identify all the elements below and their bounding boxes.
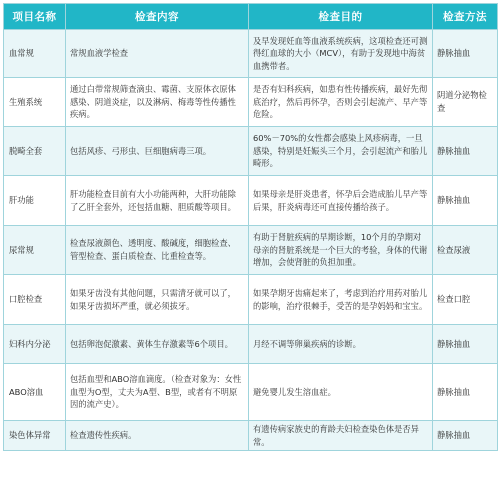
table-row <box>4 176 498 226</box>
table-header-row <box>4 4 498 30</box>
method-cell: 静脉抽血 <box>433 127 498 176</box>
method-cell: 静脉抽血 <box>433 325 498 364</box>
item-name-cell: 生殖系统 <box>4 78 66 127</box>
item-name-cell: 尿常规 <box>4 226 66 275</box>
purpose-cell: 有助于肾脏疾病的早期诊断，10个月的孕期对母亲的肾脏系统是一个巨大的考验，身体的代谢增加，会使肾脏的负担加重。 <box>249 226 433 275</box>
table-row <box>4 325 498 364</box>
content-cell: 包括血型和ABO溶血滴度。（检查对象为：女性血型为O型，丈夫为A型、B型，或者有不明原因的流产史）。 <box>66 364 249 421</box>
item-name-cell: ABO溶血 <box>4 364 66 421</box>
item-name-cell: 妇科内分泌 <box>4 325 66 364</box>
purpose-cell: 如果孕期牙齿痛起来了，考虑到治疗用药对胎儿的影响，治疗很棘手，受苦的是孕妈妈和宝宝。 <box>249 275 433 325</box>
table-row <box>4 78 498 127</box>
purpose-cell: 月经不调等卵巢疾病的诊断。 <box>249 325 433 364</box>
content-cell: 肝功能检查目前有大小功能两种，大肝功能除了乙肝全套外，还包括血糖、胆质酸等项目。 <box>66 176 249 226</box>
method-cell: 检查尿液 <box>433 226 498 275</box>
method-cell: 阴道分泌物检查 <box>433 78 498 127</box>
header-item-name: 项目名称 <box>4 4 66 30</box>
content-cell: 检查遗传性疾病。 <box>66 421 249 451</box>
content-cell: 包括风疹、弓形虫、巨细胞病毒三项。 <box>66 127 249 176</box>
table-row <box>4 275 498 325</box>
content-cell: 如果牙齿没有其他问题，只需清牙就可以了，如果牙齿损坏严重，就必须拔牙。 <box>66 275 249 325</box>
item-name-cell: 肝功能 <box>4 176 66 226</box>
content-cell: 检查尿液颜色、透明度、酸碱度，细胞检查、管型检查、蛋白质检查、比重检查等。 <box>66 226 249 275</box>
prenatal-exam-table <box>3 3 498 451</box>
method-cell: 静脉抽血 <box>433 364 498 421</box>
table-row <box>4 226 498 275</box>
header-method: 检查方法 <box>433 4 498 30</box>
method-cell: 静脉抽血 <box>433 176 498 226</box>
table-row <box>4 421 498 451</box>
purpose-cell: 及早发现妊血等血液系统疾病，这项检查还可测得红血球的大小（MCV），有助于发现地中海贫血携带者。 <box>249 30 433 78</box>
method-cell: 静脉抽血 <box>433 421 498 451</box>
purpose-cell: 如果母亲是肝炎患者，怀孕后会造成胎儿早产等后果，肝炎病毒还可直接传播给孩子。 <box>249 176 433 226</box>
header-purpose: 检查目的 <box>249 4 433 30</box>
content-cell: 通过白带常规筛查滴虫、霉菌、支原体衣原体感染、阴道炎症，以及淋病、梅毒等性传播性疾病。 <box>66 78 249 127</box>
method-cell: 静脉抽血 <box>433 30 498 78</box>
purpose-cell: 避免婴儿发生溶血症。 <box>249 364 433 421</box>
item-name-cell: 口腔检查 <box>4 275 66 325</box>
header-content: 检查内容 <box>66 4 249 30</box>
purpose-cell: 有遗传病家族史的育龄夫妇检查染色体是否异常。 <box>249 421 433 451</box>
purpose-cell: 60%－70%的女性都会感染上风疹病毒，一旦感染，特别是妊娠头三个月，会引起流产和胎儿畸形。 <box>249 127 433 176</box>
table-row <box>4 364 498 421</box>
table-row <box>4 30 498 78</box>
item-name-cell: 脱畸全套 <box>4 127 66 176</box>
item-name-cell: 染色体异常 <box>4 421 66 451</box>
method-cell: 检查口腔 <box>433 275 498 325</box>
purpose-cell: 是否有妇科疾病，如患有性传播疾病，最好先彻底治疗，然后再怀孕，否则会引起流产、早产等危险。 <box>249 78 433 127</box>
content-cell: 常规血液学检查 <box>66 30 249 78</box>
table-row <box>4 127 498 176</box>
item-name-cell: 血常规 <box>4 30 66 78</box>
content-cell: 包括卵泡促激素、黄体生存激素等6个项目。 <box>66 325 249 364</box>
